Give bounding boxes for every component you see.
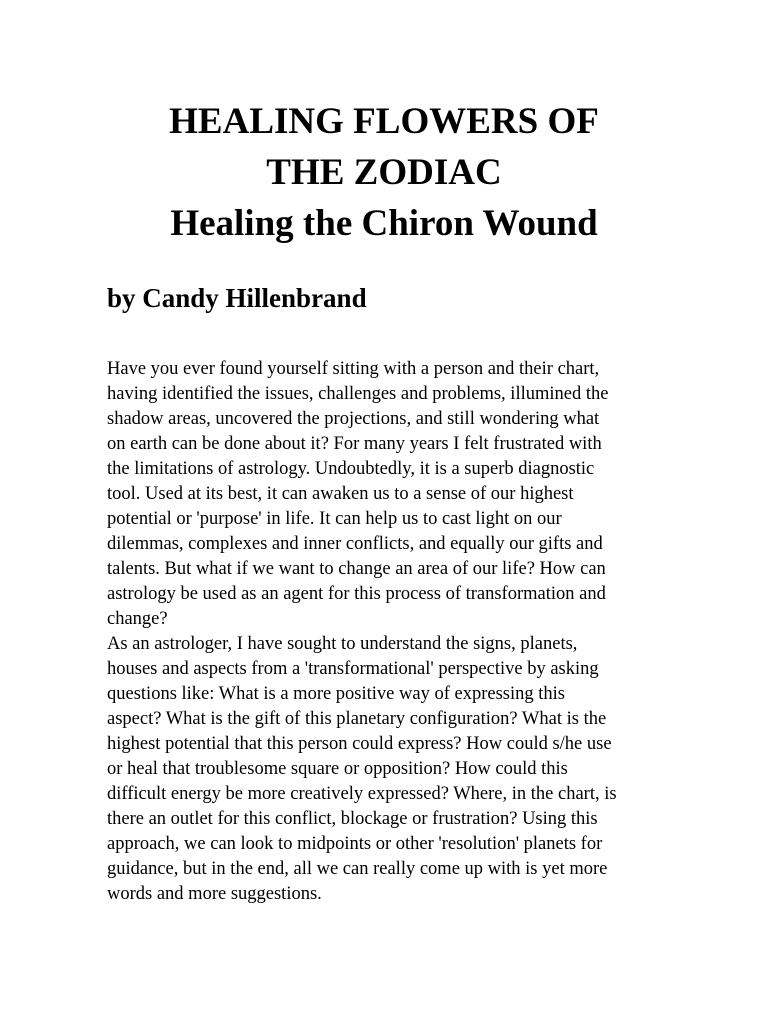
text-line: As an astrologer, I have sought to understand the signs, planets, — [107, 634, 578, 654]
text-line: talents. But what if we want to change an area of our life? How can — [107, 559, 606, 579]
document-title — [0, 96, 768, 249]
text-line: the limitations of astrology. Undoubtedly, it is a superb diagnostic — [107, 459, 595, 479]
body-text — [107, 357, 667, 907]
text-line: on earth can be done about it? For many years I felt frustrated with — [107, 434, 602, 454]
text-line: there an outlet for this conflict, blockage or frustration? Using this — [107, 809, 598, 829]
author-byline: by Candy Hillenbrand — [107, 283, 367, 313]
text-line: dilemmas, complexes and inner conflicts, and equally our gifts and — [107, 534, 603, 554]
text-line: Have you ever found yourself sitting with a person and their chart, — [107, 359, 600, 379]
text-line: astrology be used as an agent for this process of transformation and — [107, 584, 606, 604]
text-line: difficult energy be more creatively expressed? Where, in the chart, is — [107, 784, 617, 804]
text-line: houses and aspects from a 'transformational' perspective by asking — [107, 659, 599, 679]
title-line-1: HEALING FLOWERS OF — [169, 101, 599, 142]
text-line: change? — [107, 609, 168, 629]
text-line: aspect? What is the gift of this planetary configuration? What is the — [107, 709, 607, 729]
text-line: guidance, but in the end, all we can really come up with is yet more — [107, 859, 608, 879]
text-line: highest potential that this person could express? How could s/he use — [107, 734, 612, 754]
text-line: words and more suggestions. — [107, 884, 322, 904]
title-line-2: THE ZODIAC — [266, 152, 502, 193]
text-line: potential or 'purpose' in life. It can help us to cast light on our — [107, 509, 562, 529]
text-line: questions like: What is a more positive way of expressing this — [107, 684, 565, 704]
text-line: shadow areas, uncovered the projections, and still wondering what — [107, 409, 600, 429]
text-line: having identified the issues, challenges and problems, illumined the — [107, 384, 609, 404]
text-line: tool. Used at its best, it can awaken us to a sense of our highest — [107, 484, 574, 504]
text-line: approach, we can look to midpoints or other 'resolution' planets for — [107, 834, 603, 854]
subtitle-line: Healing the Chiron Wound — [170, 203, 598, 244]
text-line: or heal that troublesome square or opposition? How could this — [107, 759, 568, 779]
